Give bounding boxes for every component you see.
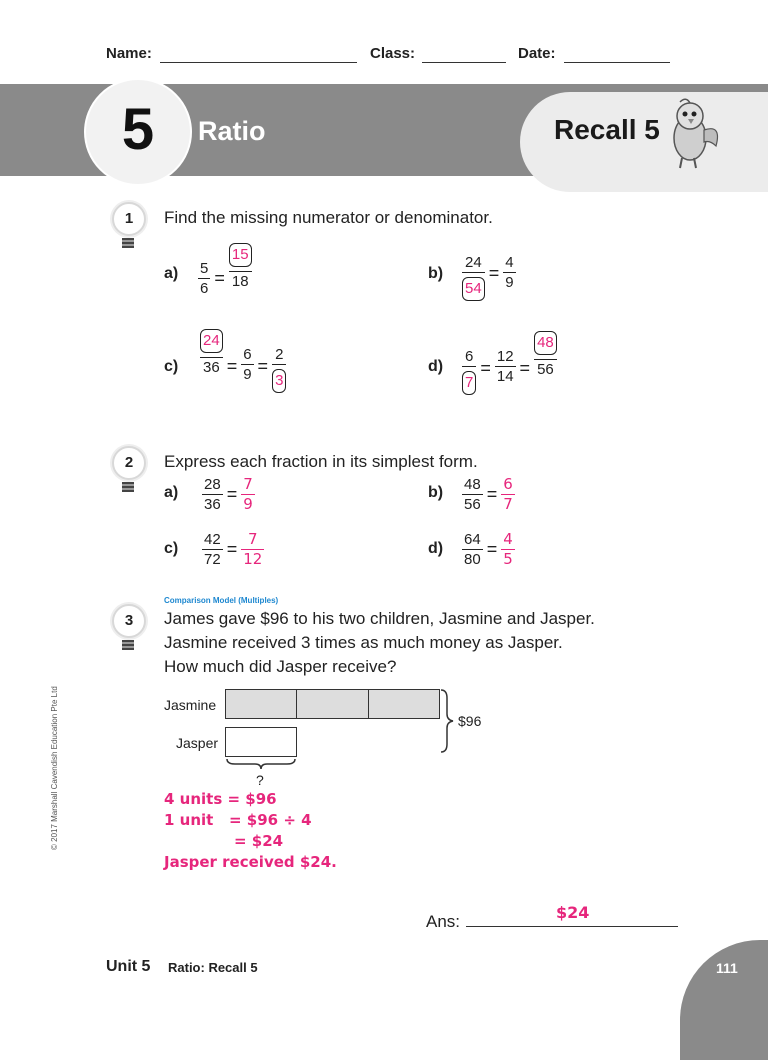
copyright-text: © 2017 Marshall Cavendish Education Pte Ltd bbox=[50, 686, 59, 850]
bulb-base-icon bbox=[122, 238, 134, 248]
q2c-equation: $\frac{42}{72}$ = $\frac{7}{12}$ bbox=[204, 530, 263, 568]
recall-title: Recall 5 bbox=[554, 114, 660, 145]
q2d-equation: $\frac{64}{80}$ = $\frac{4}{5}$ bbox=[464, 530, 513, 568]
question-number-2: 2 bbox=[112, 446, 146, 480]
class-field[interactable] bbox=[422, 62, 506, 63]
jasper-brace-icon bbox=[225, 757, 297, 771]
footer-unit: Unit 5 bbox=[106, 958, 151, 975]
working-line-4: Jasper received $24. bbox=[164, 853, 337, 871]
class-label: Class: bbox=[370, 45, 416, 62]
answer-box: 7 bbox=[462, 371, 476, 395]
answer-box: 54 bbox=[462, 277, 485, 301]
working-line-2: 1 unit = $96 ÷ 4 bbox=[164, 811, 312, 829]
q3-tag: Comparison Model (Multiples) bbox=[164, 596, 279, 605]
unit-box bbox=[369, 689, 440, 719]
total-label: $96 bbox=[458, 713, 482, 729]
bird-mascot-icon bbox=[660, 90, 726, 170]
answer-line[interactable] bbox=[466, 926, 678, 927]
unit-box bbox=[297, 689, 369, 719]
chapter-title: Ratio bbox=[198, 116, 266, 146]
q3-line-3: How much did Jasper receive? bbox=[164, 657, 397, 676]
q1c-equation: $\frac{24}{36}$ = $\frac{6}{9}$ = $\frac{2}{3}$ bbox=[200, 326, 286, 396]
answer-box: 48 bbox=[534, 331, 557, 355]
q3-line-2: Jasmine received 3 times as much money as Jasper. bbox=[164, 633, 563, 652]
q1b-equation: $\frac{24}{54}$ = $\frac{4}{9}$ bbox=[462, 254, 516, 304]
jasper-bar bbox=[225, 727, 297, 757]
q1d-equation: $\frac{6}{7}$ = $\frac{12}{14}$ = $\frac{48}{56}$ bbox=[462, 328, 557, 398]
q2d-label: d) bbox=[428, 540, 444, 557]
question-number-3: 3 bbox=[112, 604, 146, 638]
q1d-label: d) bbox=[428, 358, 444, 375]
q1-prompt: Find the missing numerator or denominator. bbox=[164, 208, 493, 227]
unknown-label: ? bbox=[256, 772, 264, 788]
name-label: Name: bbox=[106, 45, 152, 62]
date-label: Date: bbox=[518, 45, 556, 62]
date-field[interactable] bbox=[564, 62, 670, 63]
answer-box: 3 bbox=[272, 369, 286, 393]
page-corner bbox=[680, 940, 768, 1060]
page-number: 111 bbox=[716, 960, 738, 976]
q2b-equation: $\frac{48}{56}$ = $\frac{6}{7}$ bbox=[464, 475, 513, 513]
question-number-1: 1 bbox=[112, 202, 146, 236]
q1c-label: c) bbox=[164, 358, 179, 375]
q3-line-1: James gave $96 to his two children, Jasmine and Jasper. bbox=[164, 609, 595, 628]
q2a-equation: $\frac{28}{36}$ = $\frac{7}{9}$ bbox=[204, 475, 253, 513]
q1b-label: b) bbox=[428, 265, 444, 282]
q1a-label: a) bbox=[164, 265, 179, 282]
footer-subtitle: Ratio: Recall 5 bbox=[168, 960, 258, 975]
total-brace-icon bbox=[438, 686, 458, 756]
unit-number: 5 bbox=[121, 97, 155, 162]
jasper-label: Jasper bbox=[176, 735, 219, 751]
answer-box: 15 bbox=[229, 243, 252, 267]
bulb-base-icon bbox=[122, 482, 134, 492]
working-line-3: = $24 bbox=[234, 832, 284, 850]
working-line-1: 4 units = $96 bbox=[164, 790, 277, 808]
answer-label: Ans: bbox=[426, 912, 461, 931]
q2b-label: b) bbox=[428, 484, 444, 501]
q2a-label: a) bbox=[164, 484, 179, 501]
q2c-label: c) bbox=[164, 540, 179, 557]
answer-box: 24 bbox=[200, 329, 223, 353]
bulb-base-icon bbox=[122, 640, 134, 650]
jasmine-label: Jasmine bbox=[164, 697, 217, 713]
q1a-equation: $\frac{5}{6}$ = $\frac{15}{18}$ bbox=[198, 232, 252, 297]
jasmine-bar bbox=[225, 689, 440, 719]
answer-value: $24 bbox=[556, 903, 590, 922]
name-field[interactable] bbox=[160, 62, 357, 63]
unit-box bbox=[225, 689, 297, 719]
q2-prompt: Express each fraction in its simplest form. bbox=[164, 452, 478, 471]
